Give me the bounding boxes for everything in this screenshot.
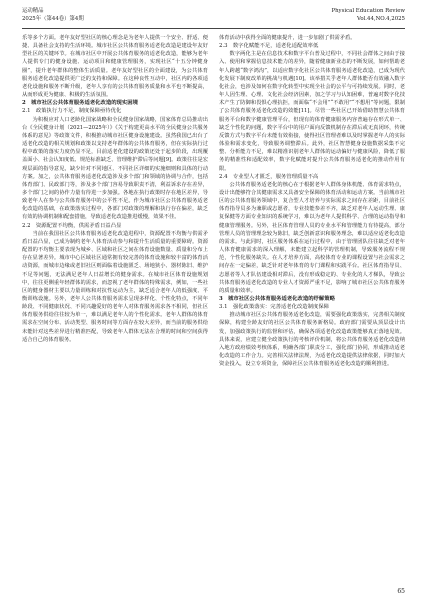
journal-title-en: Physical Education Review [331, 8, 405, 14]
right-column [219, 34, 405, 368]
paragraph: 乐等多个方面。老年友好型社区的核心理念是为老年人提供一个安全、舒适、便捷、具备社会支持的生活环境。城市社区公共体育服务适老化改造是建设年友好型社区的关键环节。在城市社区中开展公共体育服务的适老化改造，能够为老年人提供专门的健身设施、运动项目和健康管理服务，实现社区“十五分钟健身圈”，提升老年群体的整体生活质量。老年友好型社区的全面建设，为公共体育服务适老化改造提供更广泛的支持和保障。在这种良性互动中，社区内的各项适老化设施和服务不断升级，老年人享有的公共体育服务质量和水平也不断提高，从而形成更为健康、积极的生活氛围。 [22, 35, 208, 99]
header-divider [22, 28, 405, 29]
header-left [22, 7, 84, 23]
journal-title-cn: 运动精品 [22, 8, 44, 14]
page-number: 65 [397, 588, 405, 595]
subsection-heading: 2.1 政策执行力不足，制度保障亟待优化 [22, 108, 122, 115]
section-heading: 2 城市社区公共体育服务适老化改造的现实困境 [22, 100, 138, 107]
paragraph: 数字两化主是在信息技术和数字平台普及过程中，不同社会群体之间由于接入、使用和掌握信息技术能力的差异，随着健康新业态的不断发展，如何帮助老年人跨越“数字鸿沟”，以适应数字化社区公共体育服务适老化改造，已成为现代化发展下制度改革的挑战与机遇[10]。该举措关乎老年人群体能否有效融入数字化社会，也涉及如何在数字化转型中实现全社会的公平与可持续发展。同时，老年人因生理、心理、文化社会经济因素，加之学习与认知困难，普遍对数字化技术产生了防御和畏惧心理抗拒，而面临“不会用”“不敢用”“不想用”等问题，限制了公共体育服务适老化改造的效能[11]。尽管一些社区已开始借助智慧公共体育服务平台和数字健康管理平台，但现有的体育健康服务内容普遍存在形式单一、缺乏个性化的问题，数字平台中的用户面向反馈机制存在滞后或无真闭环，传统反馈方式与数字平台未能有效衔接，使得社区管理者难以及时掌握老年人的实际体验和需求变化，导致服务调整滞后。此外，社区智慧健身设施数据采集不完整、分析能力不足，难以精准识别老年人群体的运动偏好与健康风险，降低了服务的精准性和适配效率，数字化赋能对提升公共体育服务适老化的推动作用有限。 [219, 51, 405, 172]
subsection-heading: 2.2 资源配置不均衡，供需矛盾日益凸显 [22, 222, 122, 229]
paragraph: 体育活动中获得全面的健康提升，进一步加剧了供需矛盾。 [219, 35, 356, 41]
issue-en: Vol.44,NO.4,2025 [356, 16, 405, 22]
section-heading: 3 城市社区公共体育服务适老化改造的纾解策略 [219, 296, 335, 302]
subsection-heading: 2.3 数字化赋能不足，适老化适配效率低 [219, 43, 319, 50]
subsection-heading: 2.4 专业型人才匮乏，服务管理质量不高 [219, 173, 319, 180]
paragraph: 推动城市社区公共体育服务适老化改造，需要强化政策落实，完善相关制度保障，构建全龄友好的社区公共体育服务新格局。政府部门需要从顶层设计出发，加强政策执行的监督和评估，确保各项适老化改造政策能够真正落地见效。具体来说，应建立健全政策执行的考核评价机制，将公共体育服务适老化改造纳入地方政府绩效考核体系，明确各部门职责分工，强化部门协同，形成推动适老化改造的工作合力。完善相关法律法规，为适老化改造提供法律依据，同时加大资金投入，设立专项资金，保障社区公共体育服务适老化改造的顺利推进。 [219, 312, 405, 368]
subsection-heading: 3.1 强化政策落实：完善适老化改造制度保障 [219, 304, 330, 311]
paragraph: 公共体育服务适老化的核心在于根据老年人群体身体机能、体育需求特点，设计出能够符合其健康需求又具备安全保障的体育活动和运动方案。当前城市社区的公共体育服务领域中，复合型人才培养与实际需求之间存在差距，目前社区体育指导员多为兼职或志愿者，专业技能参差不齐，缺乏对老年人运动生理、康复保健等方面专业知识的系统学习，难以为老年人提供科学、合理的运动指导和健康管理服务。另外，社区体育管理人员的专业水平和管理能力有待提高，部分管理人员的管理理念较为陈旧，缺乏创新意识和服务理念，难以适应适老化改造的需求。与此同时，社区服务体系在运行过程中，由于管理团队往往缺乏对老年人体育健康需求的深入理解，未能建立起科学的管理机制，导致服务流程不规范，个性化服务缺失。在人才培养方面，高校体育专业的课程设置与社会需求之间存在一定偏差，缺乏针对老年体育的专门课程和实践平台。社区体育指导员、志愿者等人才队伍建设相对滞后，没有形成稳定的、专业化的人才梯队，导致公共体育服务适老化改造的专业人才资源严重不足，影响了城市社区公共体育服务的质量和效率。 [219, 181, 405, 294]
paragraph: 当前在我国社区公共体育服务适老化改造进程中，资源配置不均衡与供需矛盾日益凸显，已成为制约老年人体育活动参与和提升生活质量的重要障碍。资源配置的不均衡主要表现为城乡、区域和社区之间在体育设施数量、质量和分布上存在显著差异。城市中心区域社区通常拥有较完善的体育设施和较丰富的体育活动资源，而城市边缘或老旧社区则面临着设施匮乏、场地狭小、器材陈旧、维护不足等问题，无法满足老年人日益增长的健身需求。在城市社区体育设施规划中，往往更侧重年轻群体的需求，而忽视了老年群体的特殊需求，例如，一些社区的健身器材主要以力量训练和对抗性运动为主，缺乏适合老年人的低强度、平衡训练设施。另外，老年人公共体育服务需求呈现多样化、个性化特点，不同年龄段、不同健康状况、不同兴趣爱好的老年人对体育服务需求各不相同，但社区体育服务供给往往较为单一，难以满足老年人的个性化需求。老年人群体的体育需求在空间分布、活动类型、服务时间等方面存在较大差异，而当前的服务供给未能针对这些差异进行精准匹配，导致老年人群体无法在合理的时间和空间获得适合自己的体育服务。 [22, 230, 208, 343]
header-right [331, 7, 405, 23]
issue-cn: 2025年（第44卷）第4期 [22, 16, 84, 22]
left-column [22, 34, 208, 344]
paragraph: 为积极应对人口老龄化国家战略和全民健身国家战略，国家体育总局推动出台《全民健身计划（2021—2025年）》《关于构建更高水平的全民健身公共服务体系的意见》等政策文件，积极推动城市社区健身设施建设。虽然我国已出台了适老化改造的相关规划和政策以支持老年群体的公共体育服务，但在实际执行过程中政策的落实力度仍显不足，目前适老化建设的政策还处于起步阶段，出现覆盖面小、社会认知度低、规范标准缺乏、管理维护滞后等问题[9]。政策往往是宏观层面的指导意见，缺少针对不同地区、不同社区详细的实施细则和具体的行动方案。加之，公共体育服务适老化改造涉及多个部门和领域的协调与合作，包括体育部门、民政部门等，涉及多个部门容易导致职责不清，利益诉求存在差异，多个部门之间的协作力量有待进一步加强。各地在执行政策时存在地区差异，导致老年人在参与公共体育服务中的公平性不足。作为城市社区公共体育服务适老化改造的基础，在政策落实过程中，各部门对政策的理解和执行存在偏差，缺乏有效的协调机制和配套措施，导致适老化改造推进缓慢，效果不佳。 [22, 116, 208, 221]
